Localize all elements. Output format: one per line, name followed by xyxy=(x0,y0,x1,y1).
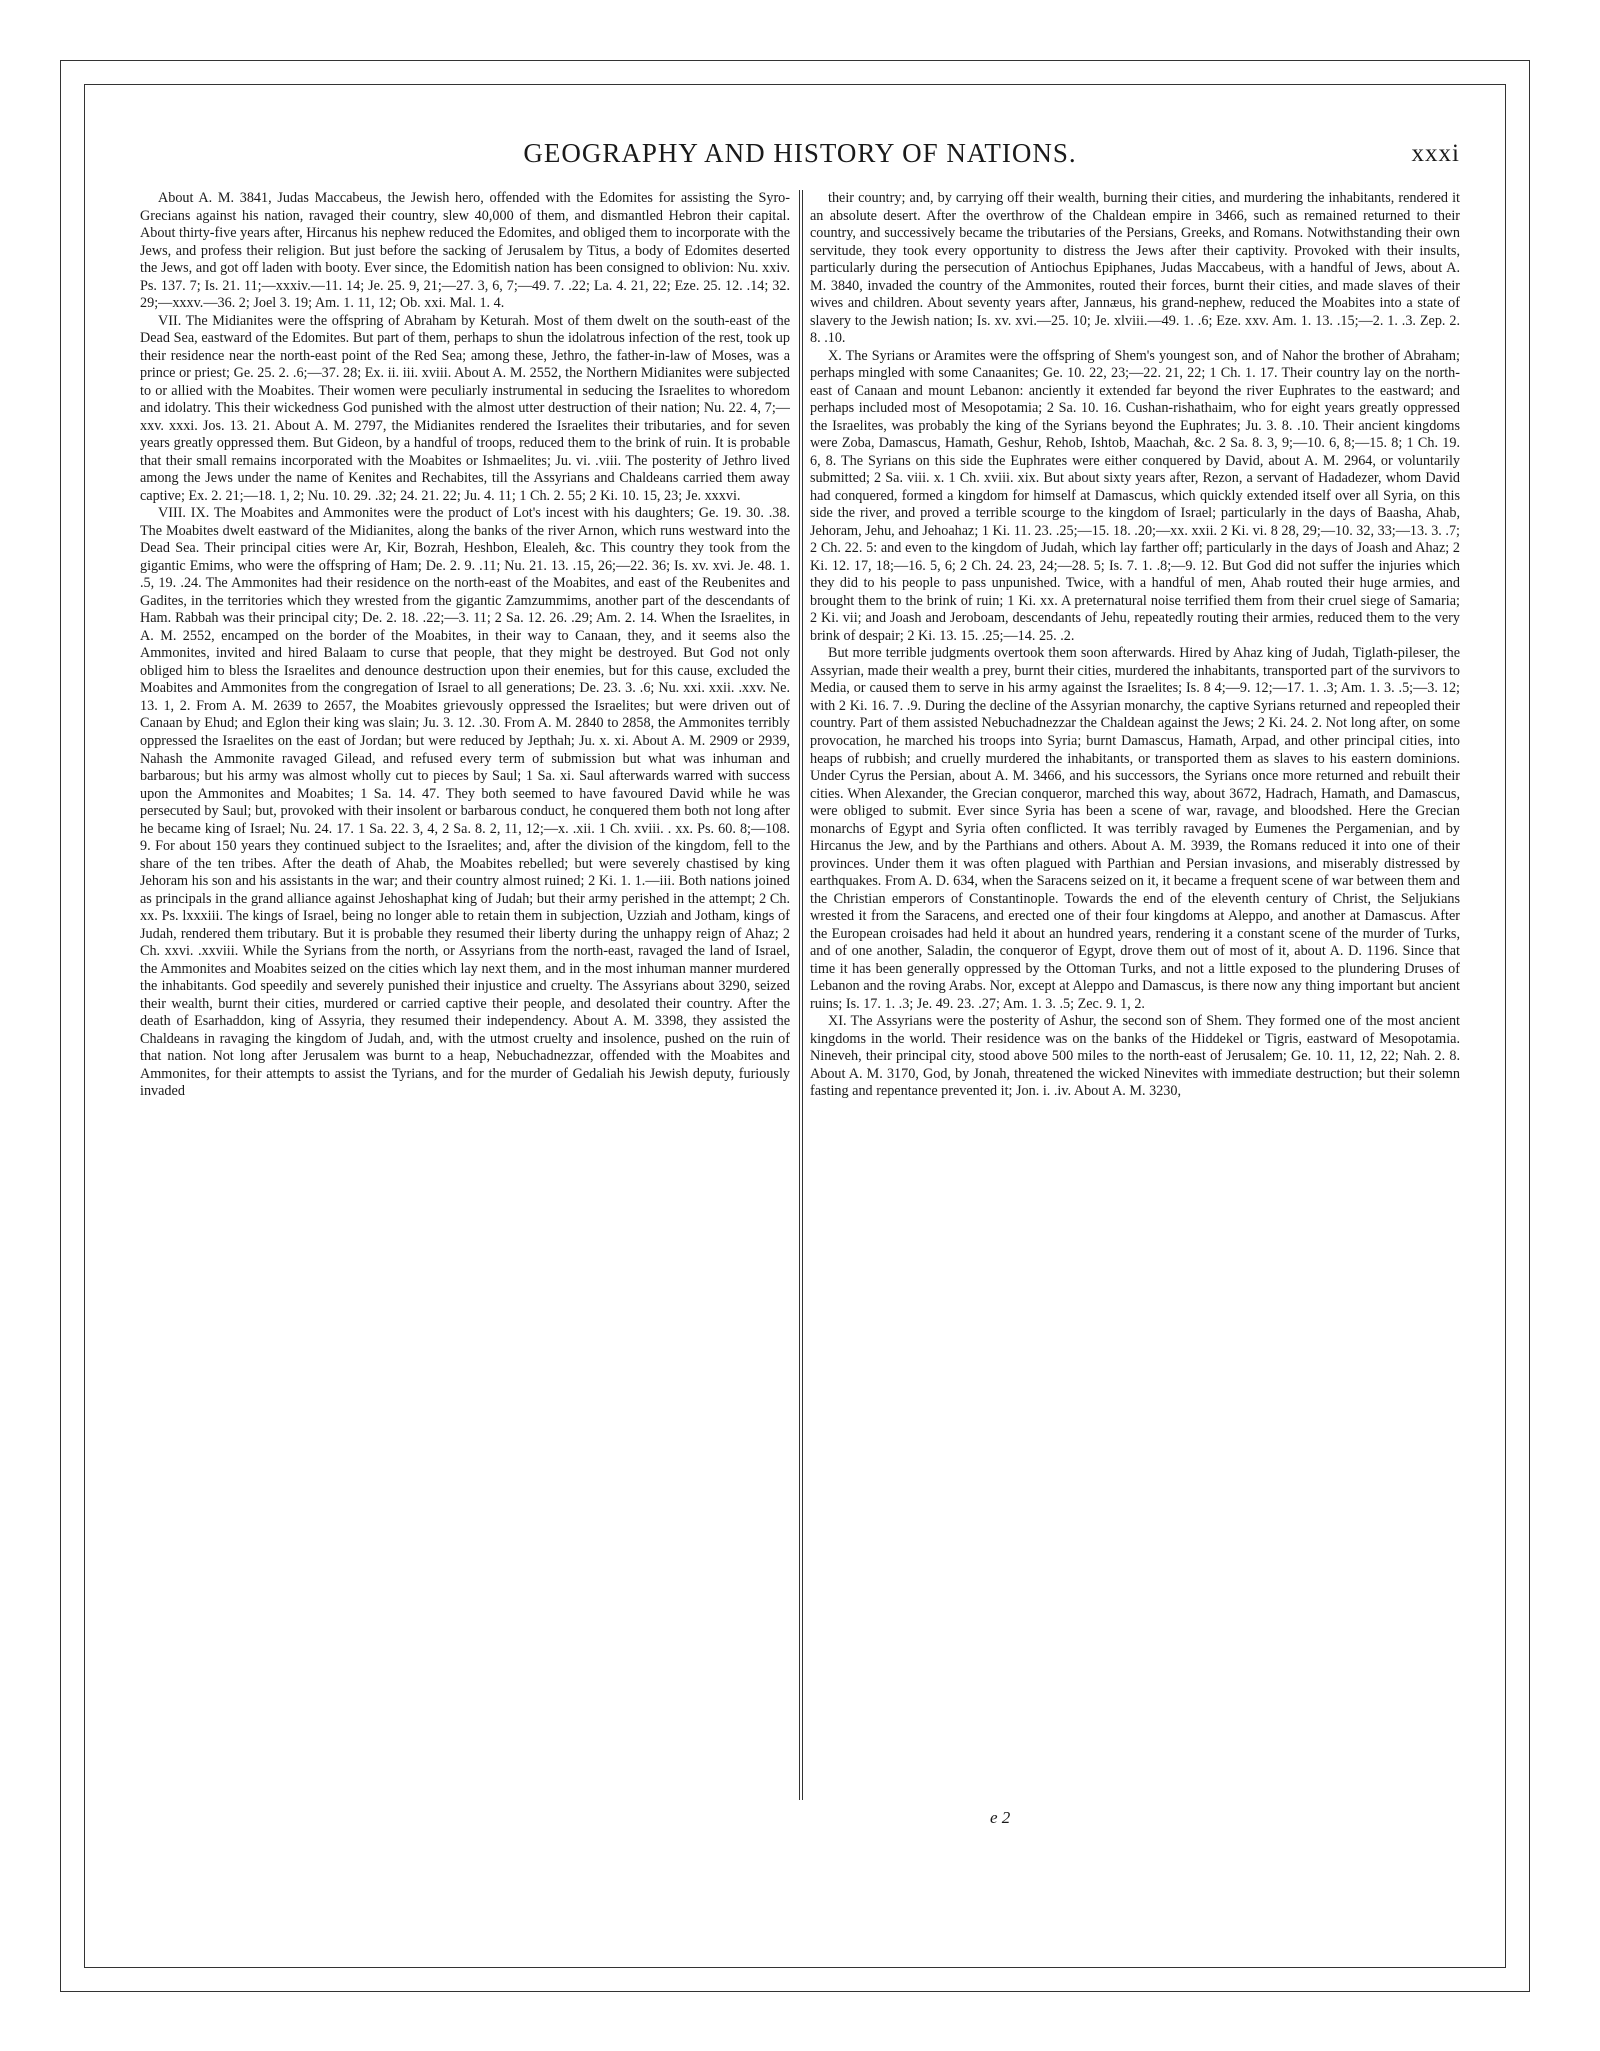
paragraph-moabites-ammonites: VIII. IX. The Moabites and Ammonites were the product of Lot's incest with his daughters; Ge. 19. 30. .38. The Moabites dwelt eastward of the Midianites, along the banks of the river Arnon, which runs westward into the Dead Sea. Their principal cities were Ar, Kir, Bozrah, Heshbon, Elealeh, &c. This country they took from the gigantic Emims, who were the offspring of Ham; De. 2. 9. .11; Nu. 21. 13. .15, 26;—22. 36; Is. xv. xvi. Je. 48. 1. .5, 19. .24. The Ammonites had their residence on the north-east of the Moabites, and east of the Reubenites and Gadites, in the territories which they wrested from the gigantic Zamzummims, another part of the descendants of Ham. Rabbah was their principal city; De. 2. 18. .22;—3. 11; 2 Sa. 12. 26. .29; Am. 2. 14. When the Israelites, in A. M. 2552, encamped on the border of the Moabites, in their way to Canaan, they, and it seems also the Ammonites, invited and hired Balaam to curse that people, that they might be destroyed. But God not only obliged him to bless the Israelites and denounce destruction upon their enemies, but for this cause, excluded the Moabites and Ammonites from the congregation of Israel to all generations; De. 23. 3. .6; Nu. xxi. xxii. .xxv. Ne. 13. 1, 2. From A. M. 2639 to 2657, the Moabites grievously oppressed the Israelites; but were driven out of Canaan by Ehud; and Eglon their king was slain; Ju. 3. 12. .30. From A. M. 2840 to 2858, the Ammonites terribly oppressed the Israelites on the east of Jordan; but were reduced by Jepthah; Ju. x. xi. About A. M. 2909 or 2939, Nahash the Ammonite ravaged Gilead, and refused every term of submission but what was inhuman and barbarous; but his army was almost wholly cut to pieces by Saul; 1 Sa. xi. Saul afterwards warred with success upon the Ammonites and Moabites; 1 Sa. 14. 47. They both seemed to have favoured David while he was persecuted by Saul; but, provoked with their insolent or barbarous conduct, he conquered them both not long after he became king of Israel; Nu. 24. 17. 1 Sa. 22. 3, 4, 2 Sa. 8. 2, 11, 12;—x. .xii. 1 Ch. xviii. . xx. Ps. 60. 8;—108. 9. For about 150 years they continued subject to the Israelites; and, after the division of the kingdom, fell to the share of the ten tribes. After the death of Ahab, the Moabites rebelled; but were severely chastised by king Jehoram his son and his assistants in the war; and their country almost ruined; 2 Ki. 1. 1.—iii. Both nations joined as principals in the grand alliance against Jehoshaphat king of Judah; but their army perished in the attempt; 2 Ch. xx. Ps. lxxxiii. The kings of Israel, being no longer able to retain them in subjection, Uzziah and Jotham, kings of Judah, rendered them tributary. But it is probable they resumed their liberty during the unhappy reign of Ahaz; 2 Ch. xxvi. .xxviii. While the Syrians from the north, or Assyrians from the north-east, ravaged the land of Israel, the Ammonites and Moabites seized on the cities which lay next them, and in the most inhuman manner murdered the inhabitants. God speedily and severely punished their injustice and cruelty. The Assyrians about 3290, seized their wealth, burnt their cities, murdered or carried captive their people, and desolated their country. After the death of Esarhaddon, king of Assyria, they resumed their independency. About A. M. 3398, they assisted the Chaldeans in ravaging the kingdom of Judah, and, with the utmost cruelty and insolence, pushed on the ruin of that nation. Not long after Jerusalem was burnt to a heap, Nebuchadnezzar, offended with the Moabites and Ammonites, for their attempts to assist the Tyrians, and for the murder of Gedaliah his Jewish deputy, furiously invaded xyxy=(140,505,790,1100)
paragraph-edomites: About A. M. 3841, Judas Maccabeus, the Jewish hero, offended with the Edomites for assisting the Syro-Grecians against his nation, ravaged their country, slew 40,000 of them, and dismantled Hebron their capital. About thirty-five years after, Hircanus his nephew reduced the Edomites, and obliged them to incorporate with the Jews, and profess their religion. But just before the sacking of Jerusalem by Titus, a body of Edomites deserted the Jews, and got off laden with booty. Ever since, the Edomitish nation has been consigned to oblivion: Nu. xxiv. Ps. 137. 7; Is. 21. 11;—xxxiv.—11. 14; Je. 25. 9, 21;—27. 3, 6, 7;—49. 7. .22; La. 4. 21, 22; Eze. 25. 12. .14; 32. 29;—xxxv.—36. 2; Joel 3. 19; Am. 1. 11, 12; Ob. xxi. Mal. 1. 4. xyxy=(140,190,790,312)
paragraph-syrian-judgments: But more terrible judgments overtook them soon afterwards. Hired by Ahaz king of Judah, Tiglath-pileser, the Assyrian, made their wealth a prey, burnt their cities, murdered the inhabitants, transported part of the survivors to Media, or caused them to serve in his army against the Israelites; Is. 8 4;—9. 12;—17. 1. .3; Am. 1. 3. .5;—3. 12; with 2 Ki. 16. 7. .9. During the decline of the Assyrian monarchy, the captive Syrians returned and repeopled their country. Part of them assisted Nebuchadnezzar the Chaldean against the Jews; 2 Ki. 24. 2. Not long after, on some provocation, he marched his troops into Syria; burnt Damascus, Hamath, Arpad, and other principal cities, into heaps of rubbish; and cruelly murdered the inhabitants, or transported them as slaves to his eastern dominions. Under Cyrus the Persian, about A. M. 3466, and his successors, the Syrians once more returned and rebuilt their cities. When Alexander, the Grecian conqueror, marched this way, about 3672, Hadrach, Hamath, and Damascus, were obliged to submit. Ever since Syria has been a scene of war, ravage, and bloodshed. Here the Grecian monarchs of Egypt and Syria often conflicted. It was terribly ravaged by Eumenes the Pergamenian, and by Hircanus the Jew, and by the Parthians and others. About A. M. 3939, the Romans reduced it into one of their provinces. Under them it was often plagued with Parthian and Persian invasions, and miserably distressed by earthquakes. From A. D. 634, when the Saracens seized on it, it became a frequent scene of war between them and the Christian emperors of Constantinople. Towards the end of the eleventh century of Christ, the Seljukians wrested it from the Saracens, and erected one of their four kingdoms at Aleppo, and another at Damascus. After the European croisades had held it about an hundred years, rendering it a constant scene of the murder of Turks, and of one another, Saladin, the conqueror of Egypt, drove them out of most of it, about A. D. 1196. Since that time it has been generally oppressed by the Ottoman Turks, and not a little exposed to the plundering Druses of Lebanon and the roving Arabs. Nor, except at Aleppo and Damascus, is there now any thing important but ancient ruins; Is. 17. 1. .3; Je. 49. 23. .27; Am. 1. 3. .5; Zec. 9. 1, 2. xyxy=(810,645,1460,1012)
printer-signature-mark: e 2 xyxy=(990,1808,1011,1827)
column-divider xyxy=(799,190,803,1800)
right-column xyxy=(810,190,1460,1800)
paragraph-assyrians: XI. The Assyrians were the posterity of Ashur, the second son of Shem. They formed one of the most ancient kingdoms in the world. Their residence was on the banks of the Hiddekel or Tigris, eastward of Mesopotamia. Nineveh, their principal city, stood above 500 miles to the north-east of Jerusalem; Ge. 10. 11, 12, 22; Nah. 2. 8. About A. M. 3170, God, by Jonah, threatened the wicked Ninevites with immediate destruction; but their solemn fasting and repentance prevented it; Jon. i. .iv. About A. M. 3230, xyxy=(810,1013,1460,1100)
paragraph-midianites: VII. The Midianites were the offspring of Abraham by Keturah. Most of them dwelt on the south-east of the Dead Sea, eastward of the Edomites. But part of them, perhaps to shun the idolatrous infection of the rest, took up their residence near the north-east point of the Red Sea; among these, Jethro, the father-in-law of Moses, was a prince or priest; Ge. 25. 2. .6;—37. 28; Ex. ii. iii. xviii. About A. M. 2552, the Northern Midianites were subjected to or allied with the Moabites. Their women were peculiarly instrumental in seducing the Israelites to whoredom and idolatry. This their wickedness God punished with the almost utter destruction of their nation; Nu. 22. 4, 7;—xxv. xxxi. Jos. 13. 21. About A. M. 2797, the Midianites rendered the Israelites their tributaries, and for seven years greatly oppressed them. But Gideon, by a handful of troops, reduced them to the brink of ruin. It is probable that their small remains incorporated with the Moabites or Ishmaelites; Ju. vi. .viii. The posterity of Jethro lived among the Jews under the name of Kenites and Rechabites, till the Assyrians and Chaldeans carried them away captive; Ex. 2. 21;—18. 1, 2; Nu. 10. 29. .32; 24. 21. 22; Ju. 4. 11; 1 Ch. 2. 55; 2 Ki. 10. 15, 23; Je. xxxvi. xyxy=(140,312,790,504)
page-number: xxxi xyxy=(1411,140,1460,167)
text-columns xyxy=(140,190,1460,1800)
paragraph-syrians: X. The Syrians or Aramites were the offspring of Shem's youngest son, and of Nahor the brother of Abraham; perhaps mingled with some Canaanites; Ge. 10. 22, 23;—22. 21, 22; 1 Ch. 1. 17. Their country lay on the north-east of Canaan and mount Lebanon: anciently it extended far beyond the river Euphrates to the eastward; and perhaps included most of Mesopotamia; 2 Sa. 10. 16. Cushan-rishathaim, who for eight years greatly oppressed the Israelites, was probably the king of the Syrians beyond the Euphrates; Ju. 3. 8. .10. Their ancient kingdoms were Zoba, Damascus, Hamath, Geshur, Rehob, Ishtob, Maachah, &c. 2 Sa. 8. 3, 9;—10. 6, 8;—15. 8; 1 Ch. 19. 6, 8. The Syrians on this side the Euphrates were either conquered by David, about A. M. 2964, or voluntarily submitted; 2 Sa. viii. x. 1 Ch. xviii. xix. But about sixty years after, Rezon, a servant of Hadadezer, whom David had conquered, formed a kingdom for himself at Damascus, which quickly extended itself over all Syria, on this side the river, and proved a terrible scourge to the kingdom of Israel; particularly in the days of Baasha, Ahab, Jehoram, Jehu, and Jehoahaz; 1 Ki. 11. 23. .25;—15. 18. .20;—xx. xxii. 2 Ki. vi. 8 28, 29;—10. 32, 33;—13. 3. .7; 2 Ch. 22. 5: and even to the kingdom of Judah, which lay farther off; particularly in the days of Joash and Ahaz; 2 Ki. 12. 17, 18;—16. 5, 6; 2 Ch. 24. 23, 24;—28. 5; Is. 7. 1. .8;—9. 12. But God did not suffer the injuries which they did to his people to pass unpunished. Twice, with a handful of men, Ahab routed their huge armies, and brought them to the brink of ruin; 1 Ki. xx. A preternatural noise terrified them from their cruel siege of Samaria; 2 Ki. vii; and Joash and Jeroboam, descendants of Jehu, repeatedly routing their armies, reduced them to the very brink of despair; 2 Ki. 13. 15. .25;—14. 25. .2. xyxy=(810,347,1460,644)
page-header xyxy=(140,138,1460,178)
paragraph-moabites-continued: their country; and, by carrying off their wealth, burning their cities, and murdering the inhabitants, rendered it an absolute desert. After the overthrow of the Chaldean empire in 3466, such as remained returned to their country, and successively became the tributaries of the Persians, Greeks, and Romans. Notwithstanding their own servitude, they took every opportunity to distress the Jews after their captivity. Provoked with their insults, particularly during the persecution of Antiochus Epiphanes, Judas Maccabeus, with a handful of Jews, about A. M. 3840, invaded the country of the Ammonites, routed their forces, burnt their cities, and made slaves of their wives and children. About seventy years after, Jannæus, his grand-nephew, reduced the Moabites into a state of slavery to the Jewish nation; Is. xv. xvi.—25. 10; Je. xlviii.—49. 1. .6; Eze. xxv. Am. 1. 13. .15;—2. 1. .3. Zep. 2. 8. .10. xyxy=(810,190,1460,347)
running-title: GEOGRAPHY AND HISTORY OF NATIONS. xyxy=(523,138,1077,168)
left-column xyxy=(140,190,790,1800)
